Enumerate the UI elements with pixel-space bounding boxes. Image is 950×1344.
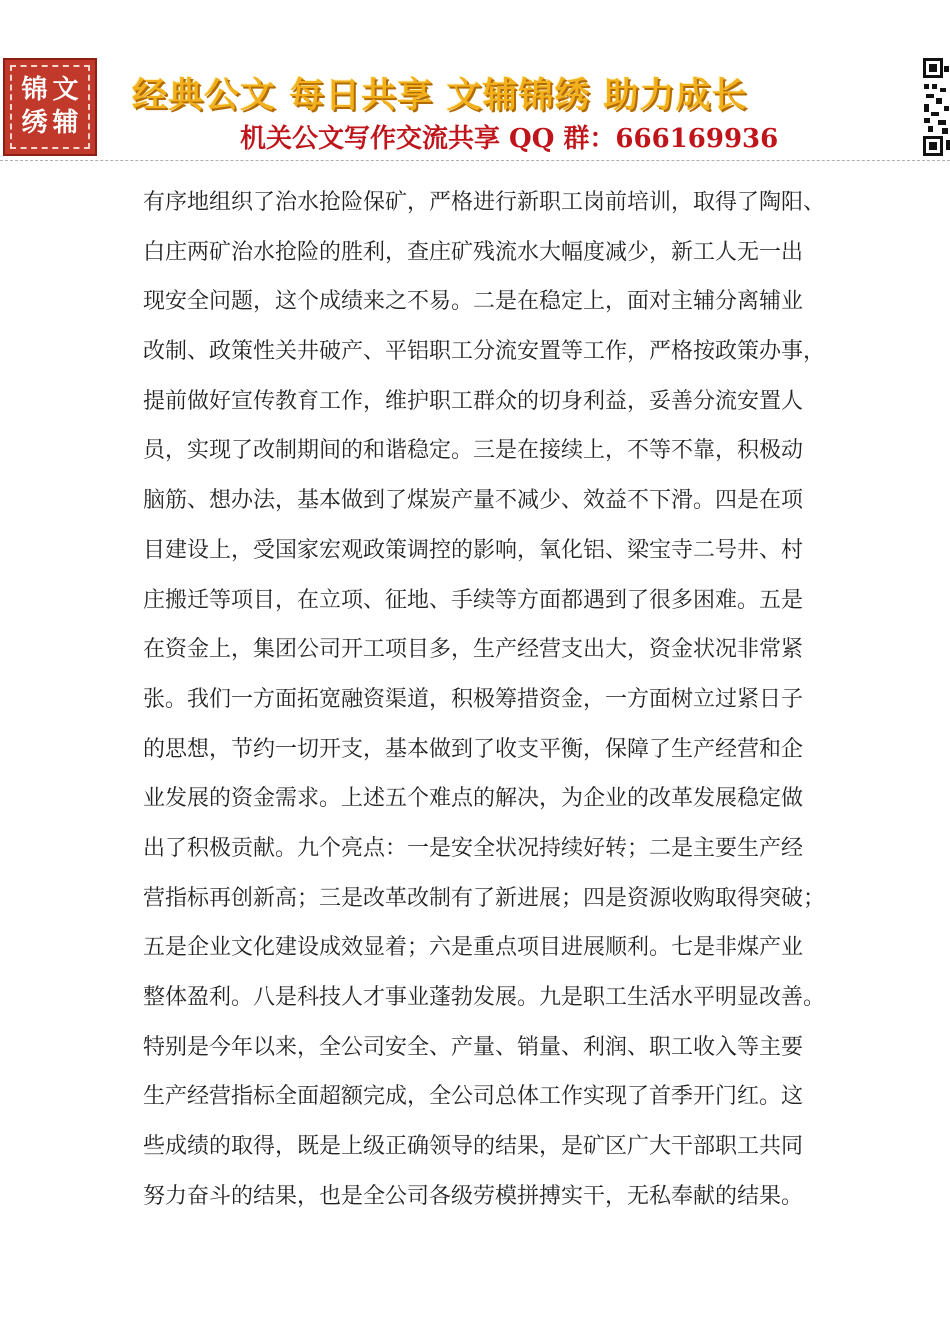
page-header <box>0 0 950 160</box>
body-line: 生产经营指标全面超额完成，全公司总体工作实现了首季开门红。这 <box>143 1084 804 1110</box>
body-line: 特别是今年以来，全公司安全、产量、销量、利润、职工收入等主要 <box>143 1034 804 1060</box>
body-line: 现安全问题，这个成绩来之不易。二是在稳定上，面对主辅分离辅业 <box>143 289 804 315</box>
header-divider <box>0 160 950 161</box>
body-line: 提前做好宣传教育工作，维护职工群众的切身利益，妥善分流安置人 <box>143 388 804 414</box>
document-body <box>143 178 833 1221</box>
qq-group-line: 机关公文写作交流共享 QQ 群：666169936 <box>240 124 779 154</box>
body-line: 有序地组织了治水抢险保矿，严格进行新职工岗前培训，取得了陶阳、 <box>143 190 826 215</box>
header-slogan: 经典公文 每日共享 文辅锦绣 助力成长 <box>132 76 748 116</box>
body-line: 努力奋斗的结果，也是全公司各级劳模拼搏实干，无私奉献的结果。 <box>143 1183 804 1209</box>
seal-char: 绣 <box>21 108 48 138</box>
body-line: 五是企业文化建设成效显着；六是重点项目进展顺利。七是非煤产业 <box>143 935 804 961</box>
body-line: 改制、政策性关井破产、平铝职工分流安置等工作，严格按政策办事， <box>143 339 826 365</box>
body-line: 在资金上，集团公司开工项目多，生产经营支出大，资金状况非常紧 <box>143 637 804 663</box>
qr-code-icon <box>922 56 950 158</box>
body-line: 目建设上，受国家宏观政策调控的影响，氧化铝、梁宝寺二号井、村 <box>143 537 804 563</box>
body-line: 整体盈利。八是科技人才事业蓬勃发展。九是职工生活水平明显改善。 <box>143 985 826 1010</box>
seal-characters <box>19 74 81 140</box>
body-line: 出了积极贡献。九个亮点：一是安全状况持续好转；二是主要生产经 <box>143 835 804 861</box>
body-line: 的思想，节约一切开支，基本做到了收支平衡，保障了生产经营和企 <box>143 736 804 762</box>
body-line: 张。我们一方面拓宽融资渠道，积极筹措资金，一方面树立过紧日子 <box>143 686 804 712</box>
seal-logo <box>3 58 97 156</box>
body-line: 营指标再创新高；三是改革改制有了新进展；四是资源收购取得突破； <box>143 885 826 911</box>
body-line: 白庄两矿治水抢险的胜利，查庄矿残流水大幅度减少，新工人无一出 <box>143 239 804 265</box>
seal-char: 锦 <box>21 75 48 105</box>
body-line: 员，实现了改制期间的和谐稳定。三是在接续上，不等不靠，积极动 <box>143 438 804 464</box>
body-line: 脑筋、想办法，基本做到了煤炭产量不减少、效益不下滑。四是在项 <box>143 488 804 514</box>
seal-char: 辅 <box>52 108 79 138</box>
body-line: 业发展的资金需求。上述五个难点的解决，为企业的改革发展稳定做 <box>143 786 804 812</box>
body-line: 些成绩的取得，既是上级正确领导的结果，是矿区广大干部职工共同 <box>143 1134 804 1160</box>
body-line: 庄搬迁等项目，在立项、征地、手续等方面都遇到了很多困难。五是 <box>143 587 804 613</box>
seal-char: 文 <box>52 75 79 105</box>
